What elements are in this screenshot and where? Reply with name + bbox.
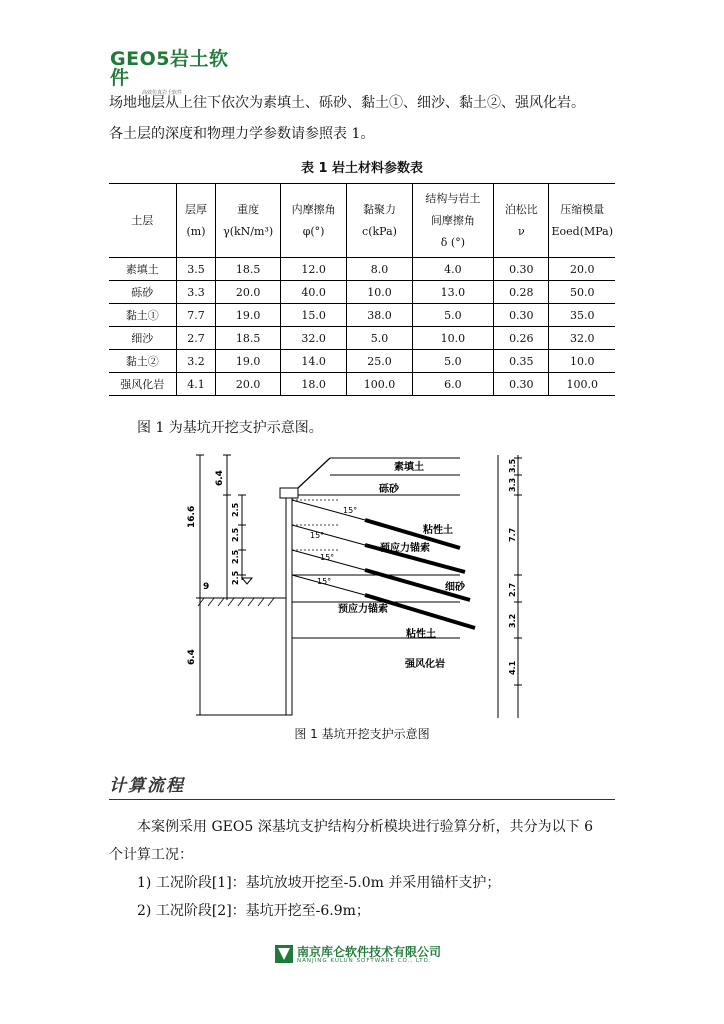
header-text: 泊松比 ν <box>504 202 538 238</box>
table-cell: 38.0 <box>347 304 412 327</box>
table-cell: 13.0 <box>412 281 494 304</box>
table-cell: 7.7 <box>176 304 216 327</box>
header-cell-unit-weight <box>216 184 280 258</box>
intro-line-2: 各土层的深度和物理力学参数请参照表 1。 <box>109 126 375 142</box>
table-cell: 0.30 <box>494 258 549 281</box>
anchor-angle-2: 15° <box>310 531 325 540</box>
footer-company-en: NANJING KULUN SOFTWARE CO., LTD. <box>297 958 432 964</box>
table-cell: 4.1 <box>176 373 216 396</box>
table-cell: 10.0 <box>549 350 615 373</box>
soil-parameter-table <box>109 183 615 396</box>
table-cell: 10.0 <box>412 327 494 350</box>
slope-line <box>298 458 330 488</box>
section-divider <box>109 799 615 800</box>
table-caption: 表 1 岩土材料参数表 <box>300 161 424 176</box>
intro-line-1: 场地地层从上往下依次为素填土、砾砂、黏土①、细沙、黏土②、强风化岩。 <box>109 95 585 111</box>
table-cell: 砾砂 <box>109 281 176 304</box>
table-cell: 0.35 <box>494 350 549 373</box>
table-cell: 19.0 <box>216 304 280 327</box>
dim-label-2-5-a: 2.5 <box>231 502 240 517</box>
anchor-angle-3: 15° <box>320 553 335 562</box>
company-logo-icon <box>275 945 293 963</box>
right-dim-4-1: 4.1 <box>508 660 517 675</box>
table-cell: 10.0 <box>347 281 412 304</box>
logo-wordmark: GEO5岩土软件 <box>110 48 229 89</box>
table-cell: 5.0 <box>412 350 494 373</box>
table-cell: 0.30 <box>494 373 549 396</box>
table-cell: 强风化岩 <box>109 373 176 396</box>
layer-label-clay-1: 粘性土 <box>423 525 453 536</box>
header-text: 黏聚力 c(kPa) <box>362 202 397 238</box>
table-cell: 100.0 <box>347 373 412 396</box>
table-cell: 50.0 <box>549 281 615 304</box>
table-row <box>109 281 615 304</box>
section-para-line-2: 个计算工况： <box>109 847 193 863</box>
table-cell: 5.0 <box>412 304 494 327</box>
retaining-pile <box>286 492 292 715</box>
dim-label-2-5-d: 2.5 <box>231 570 240 585</box>
table-cell: 2.7 <box>176 327 216 350</box>
table-cell: 6.0 <box>412 373 494 396</box>
right-dim-2-7: 2.7 <box>508 582 517 597</box>
table-cell: 19.0 <box>216 350 280 373</box>
footer-company-cn: 南京库仑软件技术有限公司 <box>297 945 442 959</box>
table-cell: 0.30 <box>494 304 549 327</box>
table-cell: 0.26 <box>494 327 549 350</box>
header-text: 结构与岩土 间摩擦角 δ (°) <box>425 191 481 249</box>
excavation-support-diagram <box>180 450 540 720</box>
capping-beam <box>280 488 298 498</box>
table-cell: 12.0 <box>280 258 347 281</box>
table-cell: 35.0 <box>549 304 615 327</box>
layer-label-gravel: 砾砂 <box>379 484 399 495</box>
anchor-label-2: 预应力锚索 <box>338 604 388 615</box>
table-cell: 20.0 <box>216 281 280 304</box>
right-dim-7-7: 7.7 <box>508 527 517 542</box>
table-cell: 3.2 <box>176 350 216 373</box>
calc-step-2: 2) 工况阶段[2]：基坑开挖至-6.9m； <box>137 903 370 919</box>
table-cell: 40.0 <box>280 281 347 304</box>
right-dim-3-2: 3.2 <box>508 613 517 628</box>
table-cell: 8.0 <box>347 258 412 281</box>
table-cell: 黏土① <box>109 304 176 327</box>
table-cell: 0.28 <box>494 281 549 304</box>
table-cell: 3.3 <box>176 281 216 304</box>
section-title: 计算流程 <box>109 776 185 796</box>
table-cell: 5.0 <box>347 327 412 350</box>
table-cell: 素填土 <box>109 258 176 281</box>
header-cell-interface-friction <box>412 184 494 258</box>
table-cell: 细沙 <box>109 327 176 350</box>
header-cell-soil <box>109 184 176 258</box>
layer-label-clay-2: 粘性土 <box>406 629 436 640</box>
header-cell-modulus <box>549 184 615 258</box>
table-cell: 3.5 <box>176 258 216 281</box>
layer-label-fill: 素填土 <box>394 462 424 473</box>
table-cell: 100.0 <box>549 373 615 396</box>
right-dim-3-5: 3.5 <box>508 458 517 473</box>
level-mark: 9 <box>203 582 210 592</box>
table-cell: 15.0 <box>280 304 347 327</box>
dim-label-16-6: 16.6 <box>187 505 197 528</box>
section-para-line-1: 本案例采用 GEO5 深基坑支护结构分析模块进行验算分析，共分为以下 6 <box>137 819 594 835</box>
table-cell: 18.5 <box>216 258 280 281</box>
layer-label-fine-sand: 细砂 <box>445 582 465 593</box>
right-dim-3-3: 3.3 <box>508 477 517 492</box>
header-cell-poisson <box>494 184 549 258</box>
figure-intro: 图 1 为基坑开挖支护示意图。 <box>137 420 323 436</box>
anchor-angle-4: 15° <box>317 577 332 586</box>
table-cell: 32.0 <box>280 327 347 350</box>
table-row <box>109 304 615 327</box>
table-cell: 18.0 <box>280 373 347 396</box>
header-text: 内摩擦角 φ(°) <box>291 202 336 238</box>
table-row <box>109 350 615 373</box>
dim-label-6-4-bottom: 6.4 <box>187 649 197 665</box>
header-cell-thickness <box>176 184 216 258</box>
table-cell: 14.0 <box>280 350 347 373</box>
dim-label-2-5-c: 2.5 <box>231 549 240 564</box>
table-row <box>109 258 615 281</box>
header-text: 层厚 (m) <box>185 202 207 238</box>
table-cell: 25.0 <box>347 350 412 373</box>
level-triangle-icon <box>242 578 252 584</box>
layer-label-weathered-rock: 强风化岩 <box>405 659 445 670</box>
header-cell-cohesion <box>347 184 412 258</box>
logo-tagline: 高效仿真岩土软件 <box>142 90 183 96</box>
anchor-label-1: 预应力锚索 <box>380 543 430 554</box>
table-header-row <box>109 184 615 258</box>
dim-label-2-5-b: 2.5 <box>231 527 240 542</box>
anchor-angle-1: 15° <box>343 506 358 515</box>
dim-label-6-4-top: 6.4 <box>215 470 225 486</box>
header-text: 压缩模量 Eoed(MPa) <box>551 202 613 238</box>
calc-step-1: 1) 工况阶段[1]：基坑放坡开挖至-5.0m 并采用锚杆支护； <box>137 875 501 891</box>
header-cell-friction-angle <box>280 184 347 258</box>
header-text: 土层 <box>131 213 154 227</box>
table-cell: 20.0 <box>549 258 615 281</box>
table-cell: 18.5 <box>216 327 280 350</box>
diagram-svg <box>180 450 540 720</box>
header-text: 重度 γ(kN/m³) <box>223 202 274 238</box>
figure-caption: 图 1 基坑开挖支护示意图 <box>294 727 430 741</box>
ground-hatch <box>198 598 274 606</box>
table-cell: 32.0 <box>549 327 615 350</box>
footer-logo <box>275 943 455 967</box>
geo5-logo <box>110 48 230 96</box>
table-row <box>109 373 615 396</box>
table-row <box>109 327 615 350</box>
table-cell: 20.0 <box>216 373 280 396</box>
table-cell: 黏土② <box>109 350 176 373</box>
table-cell: 4.0 <box>412 258 494 281</box>
